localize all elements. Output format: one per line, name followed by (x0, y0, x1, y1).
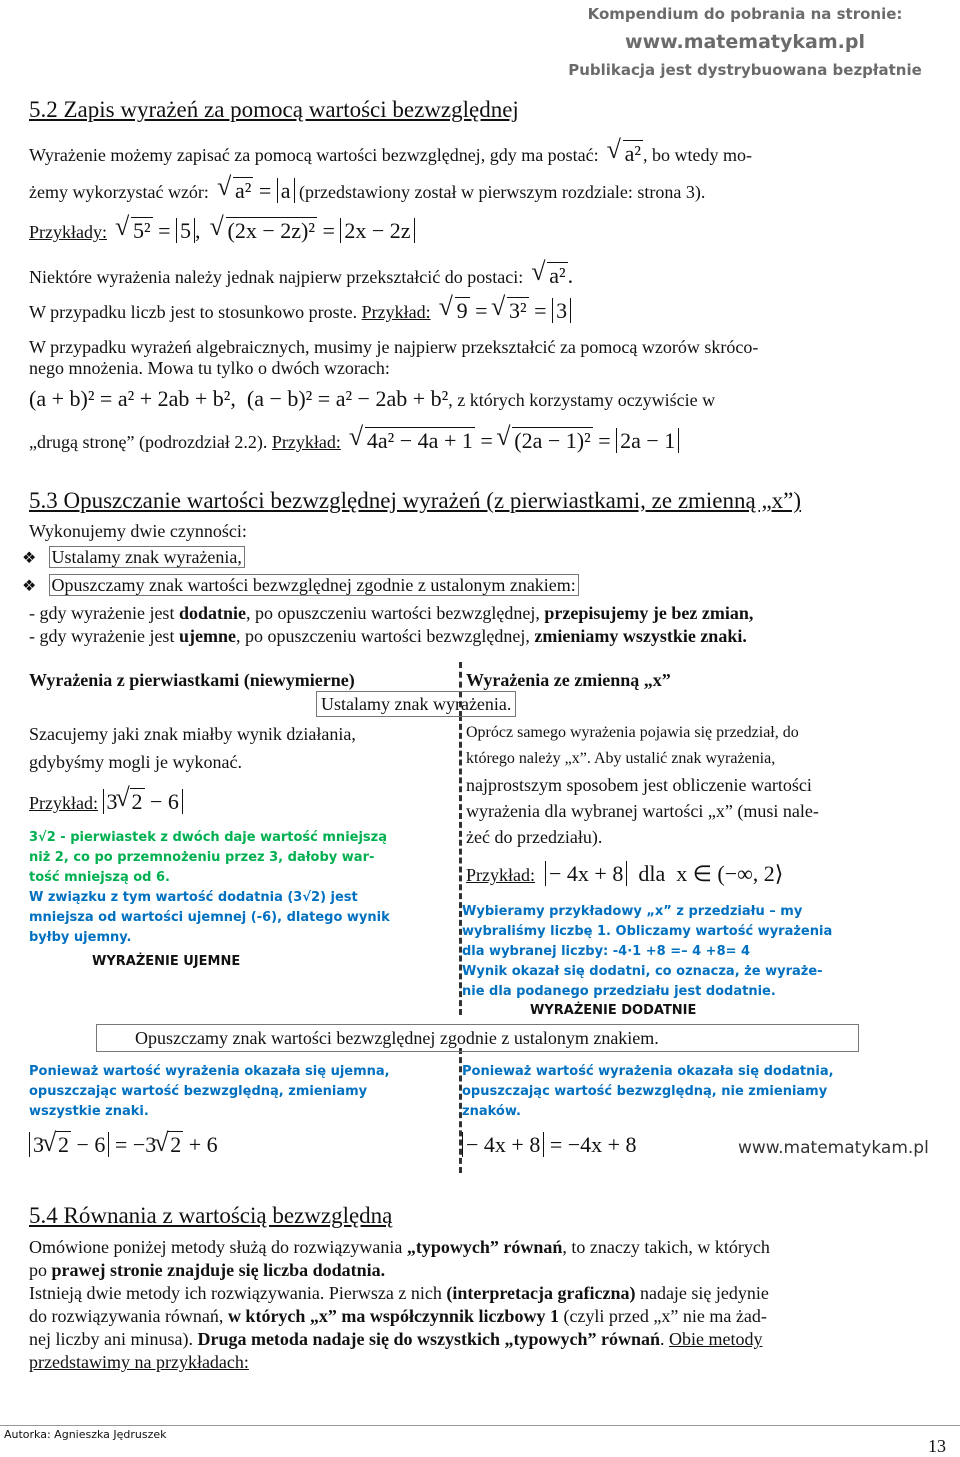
right-blue-2: wybraliśmy liczbę 1. Obliczamy wartość wyrażenia (462, 924, 833, 939)
s54-p3-b: (interpretacja graficzna) (446, 1283, 636, 1303)
right-blue-1: Wybieramy przykładowy „x” z przedziału – my (462, 904, 803, 919)
formula-square-sum-diff: (a + b)² = a² + 2ab + b², (a − b)² = a² − 2ab + b² (29, 386, 449, 411)
right-explanation (466, 720, 819, 850)
left-estimate-2: gdybyśmy mogli je wykonać. (29, 752, 242, 772)
page-header (550, 0, 940, 84)
footer-author: Autorka: Agnieszka Jędruszek (4, 1428, 167, 1441)
formula-sqrt-a2-eq-abs-a: √ a² = a (213, 178, 294, 203)
section-5-2-title: 5.2 Zapis wyrażeń za pomocą wartości bezwzględnej (29, 97, 519, 122)
box-determine-sign: Ustalamy znak wyrażenia. (316, 691, 516, 717)
s54-p1-a: Omówione poniżej metody służą do rozwiązywania (29, 1237, 407, 1257)
s54-p3-a: Istnieją dwie metody ich rozwiązywania. Pierwsza z nich (29, 1283, 447, 1303)
s52-some-expr (29, 265, 573, 288)
footer-divider (0, 1425, 960, 1426)
s54-p2-a: po (29, 1260, 52, 1280)
left-final-result: 3√ 2 − 6 = −3√ 2 + 6 (29, 1132, 218, 1158)
s54-p6: przedstawimy na przykładach: (29, 1352, 249, 1372)
s54-p1 (29, 1236, 770, 1258)
box-drop-sign: Opuszczamy znak wartości bezwzględnej zgodnie z ustalonym znakiem. (96, 1024, 859, 1052)
two-actions: Wykonujemy dwie czynności: (29, 521, 247, 541)
right-final-result: − 4x + 8 = −4x + 8 (462, 1132, 637, 1158)
formula-4a2: √ 4a² − 4a + 1 = √ (2a − 1)² = 2a − 1 (345, 428, 679, 453)
left-green-1: 3√2 - pierwiastek z dwóch daje wartość mniejszą (29, 830, 387, 845)
s54-p5 (29, 1328, 762, 1350)
section-5-3-title: 5.3 Opuszczanie wartości bezwzględnej wyrażeń (z pierwiastkami, ze zmienną „x”) (29, 488, 802, 513)
other-side-text: „drugą stronę” (podrozdział 2.2). (29, 432, 268, 452)
left-green-2: niż 2, co po przemnożeniu przez 3, dałoby war- (29, 850, 375, 865)
s52-algebraic2: nego mnożenia. Mowa tu tylko o dwóch wzorach: (29, 358, 390, 378)
bullet-1 (22, 546, 245, 570)
s52-algebraic: W przypadku wyrażeń algebraicznych, musimy je najpierw przekształcić za pomocą wzorów skróco- (29, 337, 759, 357)
rule2-c: , po opuszczeniu wartości bezwzględnej, (235, 626, 535, 646)
left-blue-2: mniejsza od wartości ujemnej (-6), dlatego wynik (29, 910, 390, 925)
s54-p5-d: Obie metody (668, 1329, 763, 1349)
s52-examples (29, 220, 415, 243)
bullet-2-text: Opuszczamy znak wartości bezwzględnej zgodnie z ustalonym znakiem: (49, 574, 579, 596)
s54-p5-b: Druga metoda nadaje się do wszystkich „typowych” równań (197, 1329, 660, 1349)
header-line-3: Publikacja jest dystrybuowana bezpłatnie (568, 61, 922, 79)
formula-sqrt9: √ 9 = √ 3² = 3 (435, 298, 571, 323)
s54-p3-c: nadaje się jedynie (635, 1283, 769, 1303)
right-blue-note (462, 902, 832, 1002)
right-verdict: WYRAŻENIE DODATNIE (530, 1003, 697, 1018)
diamond-bullet-icon: ❖ (22, 578, 37, 595)
left-column-heading: Wyrażenia z pierwiastkami (niewymierne) (29, 670, 355, 690)
site-link[interactable]: www.matematykam.pl (738, 1138, 929, 1158)
rule2-b: ujemne (178, 626, 236, 646)
s54-p1-c: , to znaczy takich, w których (562, 1237, 770, 1257)
s52-intro-b: , bo wtedy mo- (643, 145, 753, 165)
s52-intro-d: (przedstawiony został w pierwszym rozdziale: strona 3). (299, 182, 706, 202)
rule-negative (29, 625, 747, 647)
right-example (466, 860, 783, 889)
s54-p2 (29, 1259, 385, 1281)
formula-sqrt-a2-b: √ a². (528, 263, 573, 288)
which-we-use: , z których korzystamy oczywiście w (448, 390, 716, 410)
some-expr-text: Niektóre wyrażenia należy jednak najpierw przekształcić do postaci: (29, 267, 524, 287)
s52-intro-a: Wyrażenie możemy zapisać za pomocą wartości bezwzględnej, gdy ma postać: (29, 145, 599, 165)
left-verdict: WYRAŻENIE UJEMNE (92, 954, 241, 969)
rule1-c: , po opuszczeniu wartości bezwzględnej, (245, 603, 545, 623)
s52-other-side (29, 430, 679, 453)
s52-intro-c: żemy wykorzystać wzór: (29, 182, 209, 202)
formula-examples: √ 5² = 5 , √ (2x − 2z)² = 2x − 2z (112, 218, 415, 243)
example-label: Przykład: (361, 302, 431, 322)
left-green-3: tość mniejszą od 6. (29, 870, 170, 885)
left-final-note (29, 1062, 390, 1122)
right-example-label: Przykład: (466, 865, 535, 885)
left-final-2: opuszczając wartość bezwzględną, zmieniamy (29, 1084, 368, 1099)
s52-numbers (29, 300, 571, 323)
s54-p4-a: do rozwiązywania równań, (29, 1306, 228, 1326)
formula-sqrt-a2: √ a² (603, 141, 643, 166)
s52-intro-line2 (29, 180, 705, 203)
s54-p1-b: „typowych” równań (406, 1237, 563, 1257)
s54-p4-b: w których „x” ma współczynnik liczbowy 1 (227, 1306, 559, 1326)
right-column-heading: Wyrażenia ze zmienną „x” (466, 670, 671, 690)
left-final-1: Ponieważ wartość wyrażenia okazała się ujemna, (29, 1064, 390, 1079)
numbers-text: W przypadku liczb jest to stosunkowo proste. (29, 302, 358, 322)
left-blue-note (29, 888, 390, 948)
left-example-label: Przykład: (29, 793, 98, 813)
left-estimate (29, 720, 356, 817)
s54-p5-c: . (659, 1329, 669, 1349)
right-text-3: najprostszym sposobem jest obliczenie wartości (466, 775, 812, 795)
rule1-d: przepisujemy je bez zmian, (544, 603, 754, 623)
rule2-a: - gdy wyrażenie jest (29, 626, 179, 646)
right-final-3: znaków. (462, 1104, 521, 1119)
rule1-a: - gdy wyrażenie jest (29, 603, 179, 623)
right-blue-4: Wynik okazał się dodatni, co oznacza, że wyraże- (462, 964, 823, 979)
bullet-2 (22, 574, 579, 598)
left-estimate-1: Szacujemy jaki znak miałby wynik działania, (29, 724, 356, 744)
s52-formulas (29, 388, 715, 411)
left-blue-3: byłby ujemny. (29, 930, 132, 945)
bullet-1-text: Ustalamy znak wyrażenia, (49, 546, 245, 568)
left-final-3: wszystkie znaki. (29, 1104, 149, 1119)
left-blue-1: W związku z tym wartość dodatnia (3√2) jest (29, 890, 358, 905)
s54-p4-c: (czyli przed „x” nie ma żad- (558, 1306, 767, 1326)
section-5-4-title: 5.4 Równania z wartością bezwzględną (29, 1203, 393, 1228)
s54-p2-b: prawej stronie znajduje się liczba dodatnia. (51, 1260, 386, 1280)
rule1-b: dodatnie (178, 603, 246, 623)
page-number: 13 (928, 1436, 946, 1456)
right-final-note (462, 1062, 834, 1122)
right-blue-5: nie dla podanego przedziału jest dodatnie. (462, 984, 776, 999)
rule2-d: zmieniamy wszystkie znaki. (534, 626, 747, 646)
formula-minus4x-plus8-interval: − 4x + 8 dla x ∈ (−∞, 2⟩ (540, 861, 784, 886)
left-green-note (29, 828, 387, 888)
right-text-4: wyrażenia dla wybranej wartości „x” (musi nale- (466, 801, 819, 821)
examples-label: Przykłady: (29, 222, 107, 242)
right-final-2: opuszczając wartość bezwzględną, nie zmieniamy (462, 1084, 828, 1099)
right-final-1: Ponieważ wartość wyrażenia okazała się dodatnia, (462, 1064, 834, 1079)
left-example (29, 788, 356, 817)
example-label-2: Przykład: (271, 432, 341, 452)
header-line-1: Kompendium do pobrania na stronie: (587, 5, 903, 23)
right-text-5: żeć do przedziału). (466, 827, 603, 847)
formula-3sqrt2-minus-6: 3√ 2 − 6 (103, 789, 183, 814)
diamond-bullet-icon: ❖ (22, 550, 37, 567)
s54-p3 (29, 1282, 769, 1304)
s54-p5-a: nej liczby ani minusa). (29, 1329, 198, 1349)
s52-intro-line1 (29, 143, 752, 166)
header-site[interactable]: www.matematykam.pl (625, 31, 865, 53)
rule-positive (29, 602, 753, 624)
right-blue-3: dla wybranej liczby: -4·1 +8 =– 4 +8= 4 (462, 944, 751, 959)
s54-p4 (29, 1305, 767, 1327)
right-text-2: którego należy „x”. Aby ustalić znak wyrażenia, (466, 750, 776, 767)
right-text-1: Oprócz samego wyrażenia pojawia się przedział, do (466, 724, 799, 741)
